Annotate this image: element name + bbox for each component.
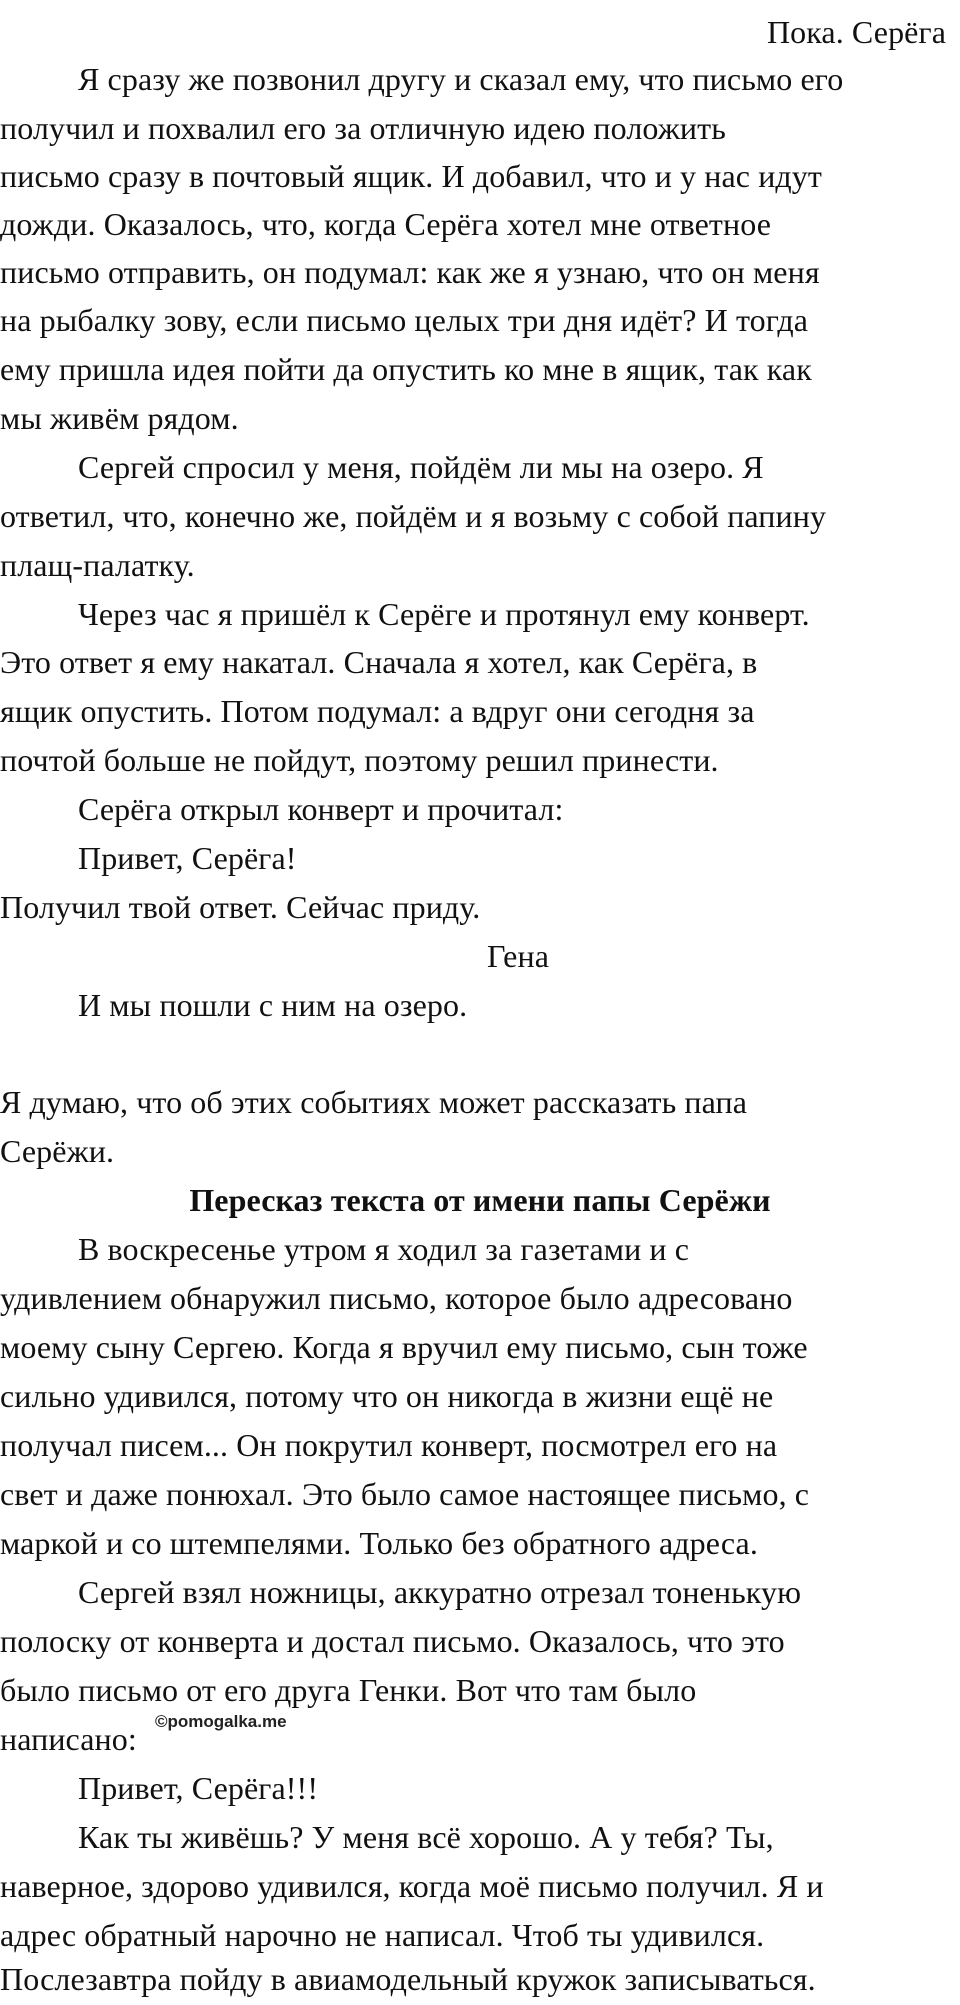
watermark: ©pomogalka.me [155,1712,287,1731]
letter-body: Получил твой ответ. Сейчас приду. [0,889,481,925]
paragraph-line: Сергей взял ножницы, аккуратно отрезал тоненькую [78,1574,802,1610]
signature-line: Пока. Серёга [766,14,946,50]
paragraph-line: полоску от конверта и достал письмо. Оказалось, что это [0,1623,785,1659]
paragraph-line: на рыбалку зову, если письмо целых три дня идёт? И тогда [0,302,809,338]
paragraph-line: В воскресенье утром я ходил за газетами и с [78,1231,690,1267]
paragraph-line: почтой больше не пойдут, поэтому решил принести. [0,742,719,778]
paragraph-line: Серёжи. [0,1133,115,1169]
paragraph-line: Сергей спросил у меня, пойдём ли мы на озеро. Я [78,449,764,485]
paragraph-line: письмо отправить, он подумал: как же я узнаю, что он меня [0,254,820,290]
paragraph-line: Как ты живёшь? У меня всё хорошо. А у тебя? Ты, [78,1819,774,1855]
paragraph-line: Я сразу же позвонил другу и сказал ему, что письмо его [78,61,844,97]
paragraph-line: свет и даже понюхал. Это было самое настоящее письмо, с [0,1476,810,1512]
letter-signature: Гена [487,938,549,974]
paragraph-line: написано: [0,1721,137,1757]
paragraph-line: ящик опустить. Потом подумал: а вдруг они сегодня за [0,693,755,729]
section-heading: Пересказ текста от имени папы Серёжи [189,1182,771,1218]
paragraph-line: ему пришла идея пойти да опустить ко мне в ящик, так как [0,351,812,387]
paragraph-line: сильно удивился, потому что он никогда в жизни ещё не [0,1378,774,1414]
paragraph-line: Серёга открыл конверт и прочитал: [78,791,564,827]
paragraph-line: Я думаю, что об этих событиях может рассказать папа [0,1084,748,1120]
letter-greeting: Привет, Серёга! [78,840,297,876]
paragraph-line: дожди. Оказалось, что, когда Серёга хотел мне ответное [0,206,772,242]
paragraph-line: И мы пошли с ним на озеро. [78,987,468,1023]
paragraph-line: Это ответ я ему накатал. Сначала я хотел, как Серёга, в [0,644,758,680]
paragraph-line: Послезавтра пойду в авиамодельный кружок записываться. [0,1961,816,1997]
paragraph-line: маркой и со штемпелями. Только без обратного адреса. [0,1525,758,1561]
paragraph-line: получил и похвалил его за отличную идею положить [0,110,726,146]
paragraph-line: письмо сразу в почтовый ящик. И добавил, что и у нас идут [0,158,822,194]
paragraph-line: наверное, здорово удивился, когда моё письмо получил. Я и [0,1868,824,1904]
paragraph-line: адрес обратный нарочно не написал. Чтоб ты удивился. [0,1917,765,1953]
paragraph-line: мы живём рядом. [0,400,239,436]
paragraph-line: ответил, что, конечно же, пойдём и я возьму с собой папину [0,498,827,534]
paragraph-line: плащ-палатку. [0,547,195,583]
paragraph-line: получал писем... Он покрутил конверт, посмотрел его на [0,1427,778,1463]
paragraph-line: удивлением обнаружил письмо, которое было адресовано [0,1280,793,1316]
paragraph-line: моему сыну Сергею. Когда я вручил ему письмо, сын тоже [0,1329,808,1365]
paragraph-line: было письмо от его друга Генки. Вот что там было [0,1672,697,1708]
paragraph-line: Через час я пришёл к Серёге и протянул ему конверт. [78,596,810,632]
letter-greeting: Привет, Серёга!!! [78,1770,319,1806]
